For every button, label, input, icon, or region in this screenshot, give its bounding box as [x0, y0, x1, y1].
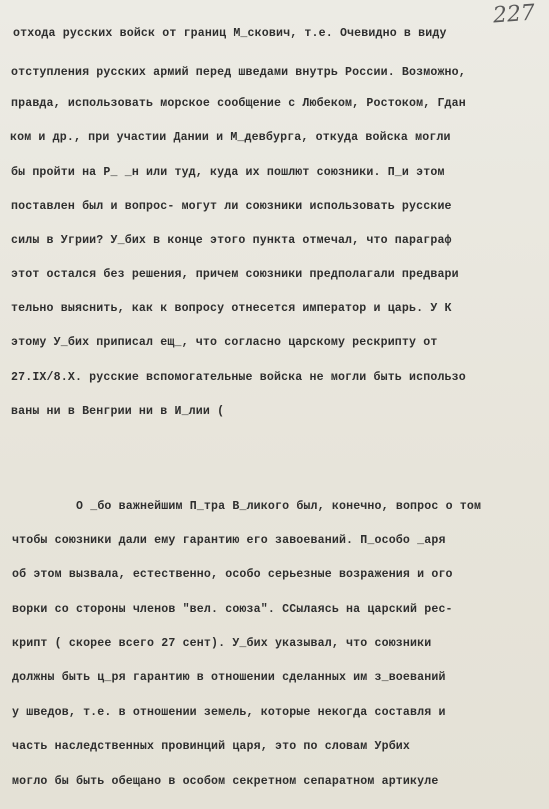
text-line: О _бо важнейшим П_тра В_ликого был, конечно, вопрос о том: [76, 500, 482, 513]
text-line: правда, использовать морское сообщение с Любеком, Ростоком, Гдан: [11, 97, 466, 110]
text-line: ворки со стороны членов "вел. союза". ССылаясь на царский рес-: [12, 603, 453, 616]
text-line: отхода русских войск от границ М_скович, т.е. Очевидно в виду: [13, 27, 447, 40]
text-line: крипт ( скорее всего 27 сент). У_бих указывал, что союзники: [12, 637, 432, 650]
text-line: ком и др., при участии Дании и М_девбурга, откуда войска могли: [10, 131, 451, 144]
text-line: ваны ни в Венгрии ни в И_лии (: [11, 405, 225, 418]
page-number: 227: [492, 0, 536, 29]
text-line: этот остался без решения, причем союзники предполагали предвари: [11, 268, 459, 281]
text-line: должны быть ц_ря гарантию в отношении сделанных им з_воеваний: [12, 671, 446, 684]
text-line: 27.IX/8.X. русские вспомогательные войска не могли быть использо: [11, 371, 466, 384]
text-line: чтобы союзники дали ему гарантию его завоеваний. П_особо _аря: [12, 534, 446, 547]
text-line: этому У_бих приписал ещ_, что согласно царскому рескрипту от: [11, 336, 438, 349]
text-line: отступления русских армий перед шведами внутрь России. Возможно,: [11, 66, 466, 79]
text-line: поставлен был и вопрос- могут ли союзники использовать русские: [11, 200, 452, 213]
text-line: об этом вызвала, естественно, особо серьезные возражения и ого: [12, 568, 453, 581]
text-line: бы пройти на Р_ _н или туд, куда их пошлют союзники. П_и этом: [11, 166, 445, 179]
text-line: у шведов, т.е. в отношении земель, которые некогда составля и: [12, 706, 446, 719]
text-line: часть наследственных провинций царя, это по словам Урбих: [12, 740, 411, 753]
text-line: могло бы быть обещано в особом секретном сепаратном артикуле: [12, 775, 439, 788]
text-line: силы в Угрии? У_бих в конце этого пункта отмечал, что параграф: [11, 234, 452, 247]
text-line: тельно выяснить, как к вопросу отнесется император и царь. У К: [11, 302, 452, 315]
